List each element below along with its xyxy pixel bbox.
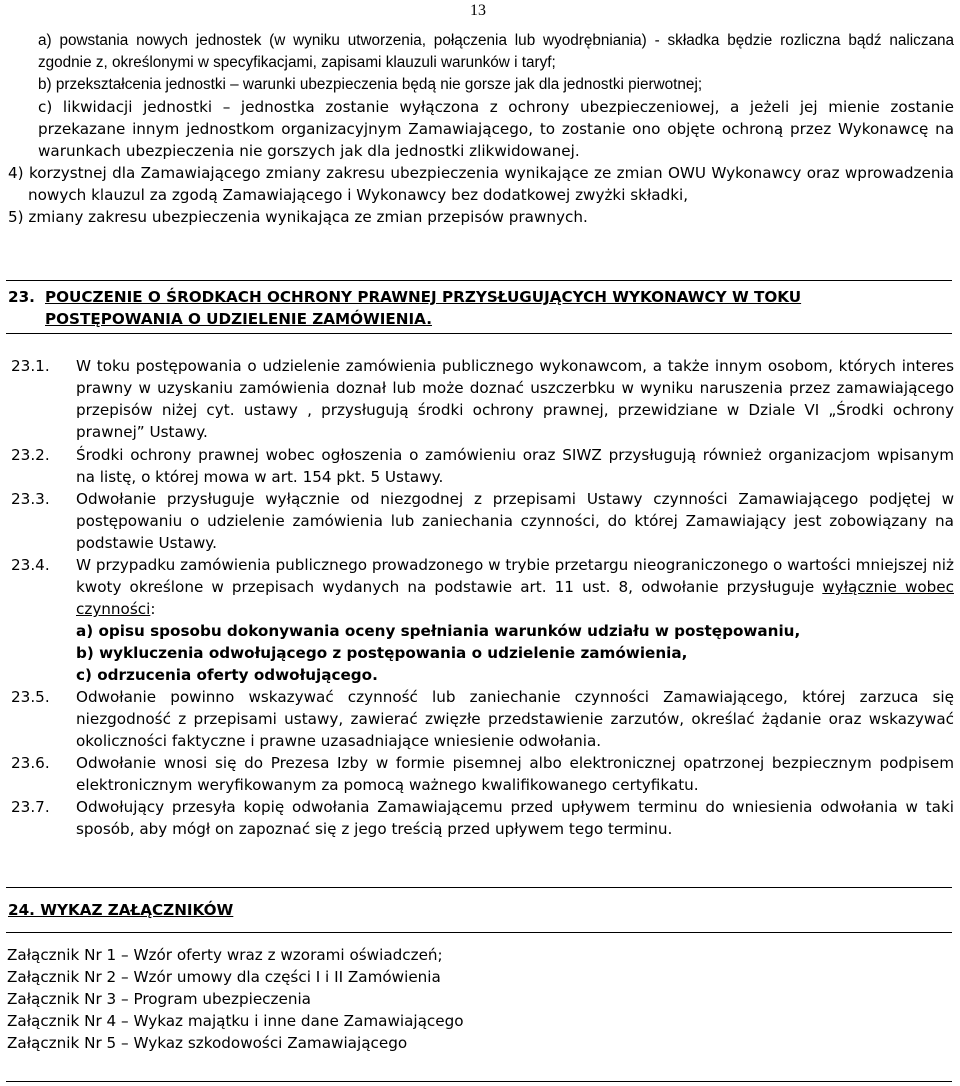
section-23-heading-line2: POSTĘPOWANIA O UDZIELENIE ZAMÓWIENIA.: [45, 310, 432, 328]
item-text: Odwołujący przesyła kopię odwołania Zamawiającemu przed upływem terminu do wniesienia odwołania w taki sposób, aby mógł on zapoznać się z jego treścią przed upływem tego terminu.: [76, 798, 954, 838]
item-23-3: [11, 488, 954, 554]
item-23-6: [11, 752, 954, 796]
item-text: W toku postępowania o udzielenie zamówienia publicznego wykonawcom, a także innym osobom, których interes prawny w uzyskaniu zamówienia doznał lub może doznać uszczerbku w wyniku naruszenia przez zamawiającego przepisów niżej cyt. ustawy , przysługują środki ochrony prawnej, przewidziane w Dziale VI „Środki ochrony prawnej” Ustawy.: [76, 357, 954, 441]
clause-c: c) likwidacji jednostki – jednostka zostanie wyłączona z ochrony ubezpieczeniowej, a jeżeli jej mienie zostanie przekazane innym jednostkom organizacyjnym Zamawiającego, to zostanie ono objęte ochroną przez Wykonawcę na warunkach ubezpieczenia nie gorszych jak dla jednostki zlikwidowanej.: [38, 98, 954, 160]
item-number: 23.3.: [11, 490, 50, 508]
underlined-phrase: wyłącznie wobec czynności: [76, 578, 954, 618]
section-23-number: 23.: [8, 288, 35, 306]
page-number: 13: [470, 2, 486, 19]
item-23-1: [11, 355, 954, 443]
item-text: W przypadku zamówienia publicznego prowadzonego w trybie przetargu nieograniczonego o wartości mniejszej niż kwoty określone w przepisach wydanych na podstawie art. 11 ust. 8, odwołanie przysługuje: [76, 556, 954, 596]
item-23-2: [11, 444, 954, 488]
item-number: 23.1.: [11, 357, 50, 375]
clause-a: a) powstania nowych jednostek (w wyniku utworzenia, połączenia lub wyodrębniania) - składka będzie rozliczna bądź naliczana zgodnie z, określonymi w specyfikacjami, zapisami klauzuli warunków i taryf;: [38, 32, 954, 71]
item-text: Odwołanie przysługuje wyłącznie od niezgodnej z przepisami Ustawy czynności Zamawiającego podjętej w postępowaniu o udzielenie zamówienia lub zaniechania czynności, do której Zamawiający jest zobowiązany na podstawie Ustawy.: [76, 490, 954, 552]
item-text: Środki ochrony prawnej wobec ogłoszenia o zamówieniu oraz SIWZ przysługują również organizacjom wpisanym na listę, o której mowa w art. 154 pkt. 5 Ustawy.: [76, 446, 954, 486]
bottom-rule: [6, 1081, 952, 1082]
clause-b: b) przekształcenia jednostki – warunki ubezpieczenia będą nie gorsze jak dla jednostki pierwotnej;: [38, 76, 703, 93]
attachment-1: Załącznik Nr 1 – Wzór oferty wraz z wzorami oświadczeń;: [7, 946, 443, 964]
item-text: Odwołanie wnosi się do Prezesa Izby w formie pisemnej albo elektronicznej opatrzonej bezpiecznym podpisem elektronicznym weryfikowanym za pomocą ważnego kwalifikowanego certyfikatu.: [76, 754, 954, 794]
sub-item-a: a) opisu sposobu dokonywania oceny spełniania warunków udziału w postępowaniu,: [76, 622, 801, 640]
item-number: 23.5.: [11, 688, 50, 706]
item-23-5: [11, 686, 954, 752]
section-24-heading-box: [6, 887, 952, 933]
section-23-body: [11, 355, 954, 840]
sub-item-c: c) odrzucenia oferty odwołującego.: [76, 666, 378, 684]
item-23-7: [11, 796, 954, 840]
attachment-2: Załącznik Nr 2 – Wzór umowy dla części I i II Zamówienia: [7, 968, 441, 986]
sub-item-b: b) wykluczenia odwołującego z postępowania o udzielenie zamówienia,: [76, 644, 688, 662]
item-number: 23.6.: [11, 754, 50, 772]
section-23-heading-box: [6, 280, 952, 334]
attachment-5: Załącznik Nr 5 – Wykaz szkodowości Zamawiającego: [7, 1034, 408, 1052]
attachments-list: [7, 944, 953, 1054]
point-4: 4) korzystnej dla Zamawiającego zmiany zakresu ubezpieczenia wynikające ze zmian OWU Wykonawcy oraz wprowadzenia nowych klauzul za zgodą Zamawiającego i Wykonawcy bez dodatkowej zwyżki składki,: [8, 164, 954, 204]
intro-section: [8, 30, 954, 228]
section-23-heading-line1: POUCZENIE O ŚRODKACH OCHRONY PRAWNEJ PRZYSŁUGUJĄCYCH WYKONAWCY W TOKU: [45, 288, 802, 306]
colon: :: [150, 600, 156, 618]
item-23-4: [11, 554, 954, 686]
attachment-3: Załącznik Nr 3 – Program ubezpieczenia: [7, 990, 311, 1008]
attachment-4: Załącznik Nr 4 – Wykaz majątku i inne dane Zamawiającego: [7, 1012, 464, 1030]
item-number: 23.4.: [11, 556, 50, 574]
section-24-heading: 24. WYKAZ ZAŁĄCZNIKÓW: [8, 901, 234, 919]
item-text: Odwołanie powinno wskazywać czynność lub zaniechanie czynności Zamawiającego, której zarzuca się niezgodność z przepisami ustawy, zawierać zwięzłe przedstawienie zarzutów, określać żądanie oraz wskazywać okoliczności faktyczne i prawne uzasadniające wniesienie odwołania.: [76, 688, 954, 750]
item-number: 23.2.: [11, 446, 50, 464]
item-number: 23.7.: [11, 798, 50, 816]
point-5: 5) zmiany zakresu ubezpieczenia wynikająca ze zmian przepisów prawnych.: [8, 208, 588, 226]
